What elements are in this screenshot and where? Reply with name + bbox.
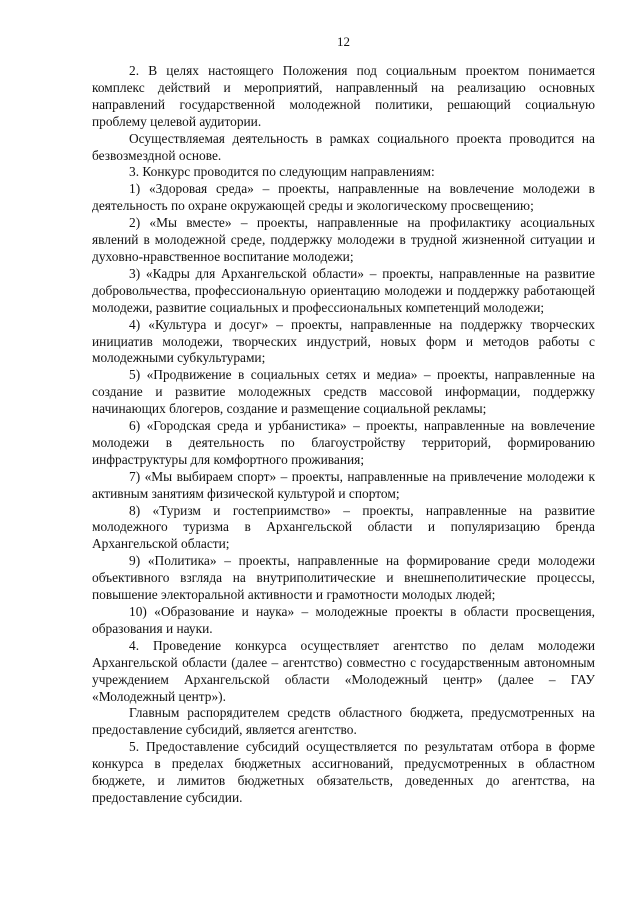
paragraph-4-organizer: 4. Проведение конкурса осуществляет агентство по делам молодежи Архангельской области (далее – агентство) совместно с государственным автономным учреждением Архангельской области «Молодежный центр» (далее – ГАУ «Молодежный центр»).: [92, 637, 595, 704]
list-item-8-tourism: 8) «Туризм и гостеприимство» – проекты, направленные на развитие молодежного туризма в Архангельской области и популяризацию бренда Архангельской области;: [92, 502, 595, 552]
document-page: [92, 0, 595, 905]
paragraph-gratuitous-basis: Осуществляемая деятельность в рамках социального проекта проводится на безвозмездной основе.: [92, 130, 595, 163]
paragraph-budget-manager: Главным распорядителем средств областного бюджета, предусмотренных на предоставление субсидий, является агентство.: [92, 705, 595, 738]
list-item-1-healthy-environment: 1) «Здоровая среда» – проекты, направленные на вовлечение молодежи в деятельность по охране окружающей среды и экологическому просвещению;: [92, 181, 595, 214]
paragraph-5-subsidies: 5. Предоставление субсидий осуществляется по результатам отбора в форме конкурса в пределах бюджетных ассигнований, предусмотренных в областном бюджете, и лимитов бюджетных обязательств, доведенных до агентства, на предоставление субсидии.: [92, 739, 595, 805]
paragraph-3-directions-intro: 3. Конкурс проводится по следующим направлениям:: [129, 164, 435, 180]
paragraph-2-definition: 2. В целях настоящего Положения под социальным проектом понимается комплекс действий и мероприятий, направленный на реализацию основных направлений государственной молодежной политики, решающий социальную проблему целевой аудитории.: [92, 63, 595, 129]
list-item-2-together: 2) «Мы вместе» – проекты, направленные на профилактику асоциальных явлений в молодежной среде, поддержку молодежи в трудной жизненной ситуации и духовно-нравственное воспитание молодежи;: [92, 215, 595, 264]
list-item-6-urban-environment: 6) «Городская среда и урбанистика» – проекты, направленные на вовлечение молодежи в деятельность по благоустройству территорий, формированию инфраструктуры для комфортного проживания;: [92, 418, 595, 467]
list-item-9-politics: 9) «Политика» – проекты, направленные на формирование среди молодежи объективного взгляда на внутриполитические и внешнеполитические процессы, повышение электоральной активности и грамотности молодых людей;: [92, 553, 595, 603]
page-number: 12: [337, 34, 350, 49]
list-item-10-education-science: 10) «Образование и наука» – молодежные проекты в области просвещения, образования и науки.: [92, 604, 595, 636]
list-item-5-social-media: 5) «Продвижение в социальных сетях и медиа» – проекты, направленные на создание и развитие молодежных средств массовой информации, поддержку начинающих блогеров, создание и размещение социальной рекламы;: [92, 367, 595, 417]
list-item-4-culture-leisure: 4) «Культура и досуг» – проекты, направленные на поддержку творческих инициатив молодежи, творческих индустрий, новых форм и методов работы с молодежными субкультурами;: [92, 316, 595, 366]
list-item-3-personnel: 3) «Кадры для Архангельской области» – проекты, направленные на развитие добровольчества, профессиональную ориентацию молодежи и поддержку работающей молодежи, развитие социальных и профессиональных компетенций молодежи;: [92, 265, 595, 315]
document-body: [92, 63, 595, 807]
list-item-7-sport: 7) «Мы выбираем спорт» – проекты, направленные на привлечение молодежи к активным занятиям физической культурой и спортом;: [92, 468, 595, 501]
